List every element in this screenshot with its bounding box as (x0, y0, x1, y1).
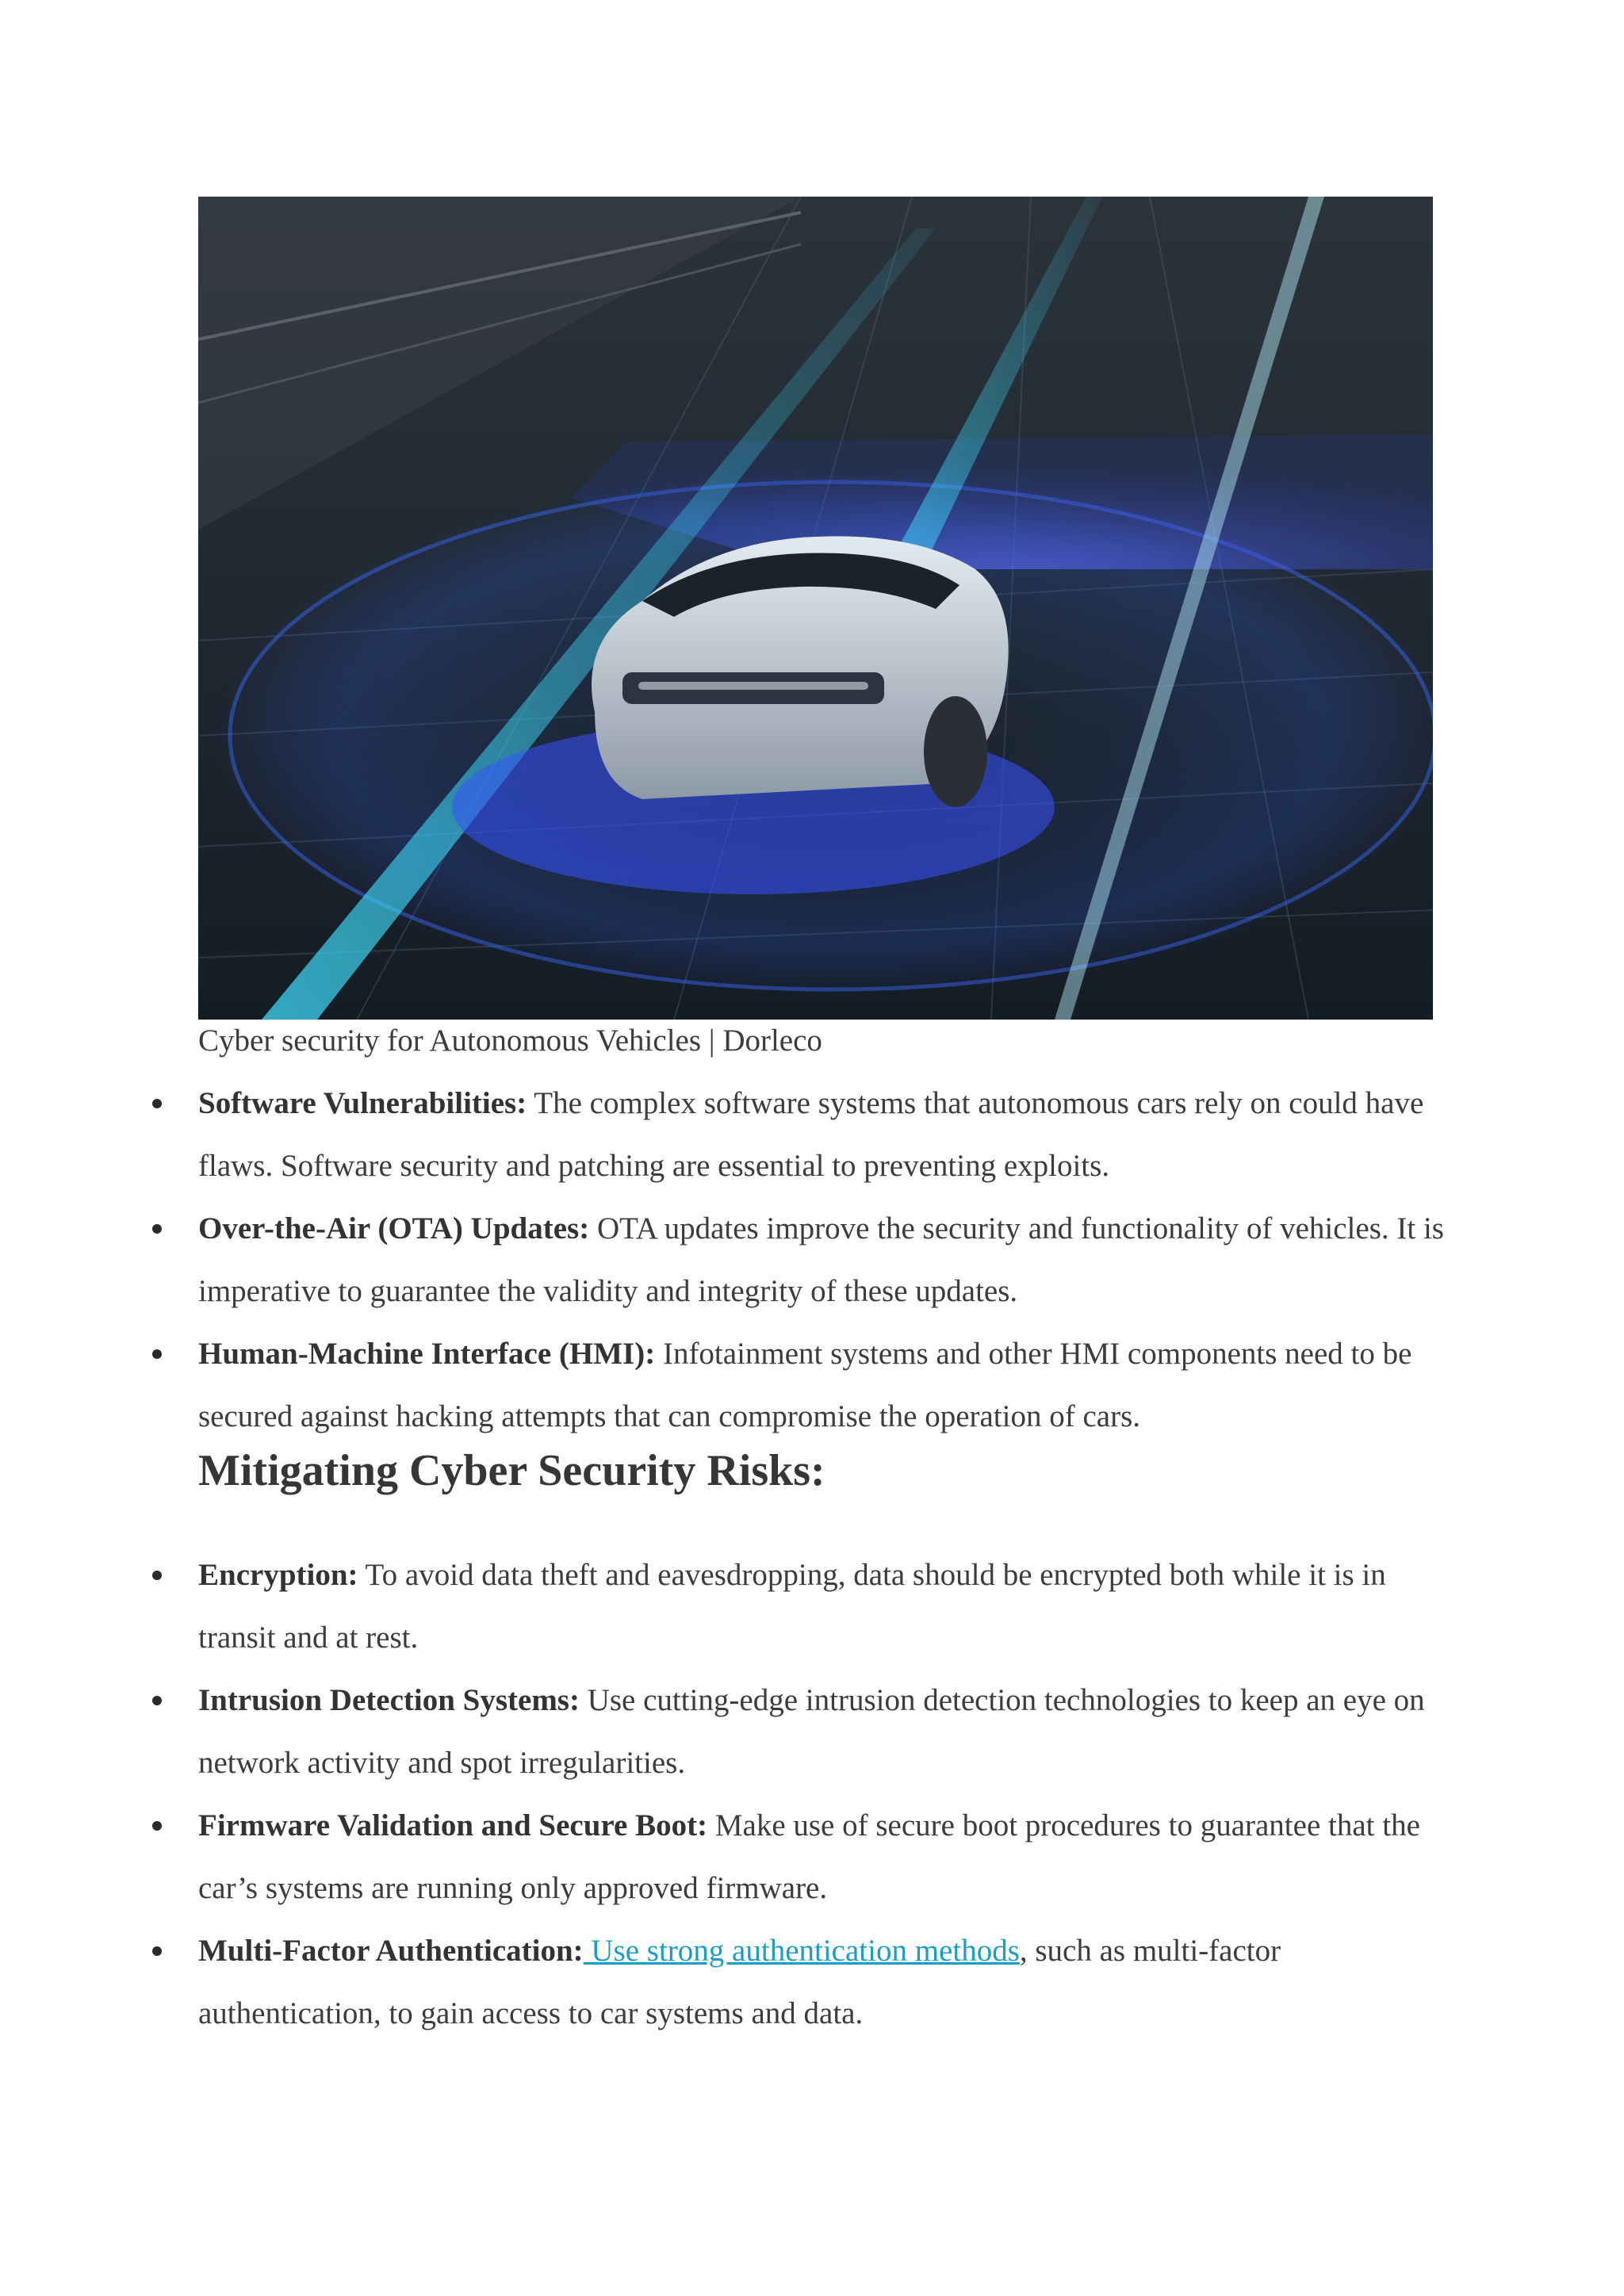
list-item-text: Make use of secure boot procedures to guarantee that the car’s systems are running only approved firmware. (198, 1808, 1420, 1905)
mitigation-list (198, 1544, 1467, 2045)
authentication-methods-link[interactable]: Use strong authentication methods (583, 1934, 1020, 1968)
list-item-term: Intrusion Detection Systems: (198, 1683, 580, 1717)
bullet-icon (152, 1946, 162, 1956)
bullet-icon (152, 1099, 162, 1108)
list-item (198, 1669, 1467, 1794)
list-item-text: The complex software systems that autonomous cars rely on could have flaws. Software security and patching are essential to preventing exploits. (198, 1086, 1424, 1183)
section-heading: Mitigating Cyber Security Risks: (198, 1446, 825, 1495)
list-item-text: Use cutting-edge intrusion detection technologies to keep an eye on network activity and spot irregularities. (198, 1683, 1425, 1780)
list-item (198, 1072, 1467, 1197)
bullet-icon (152, 1696, 162, 1705)
bullet-icon (152, 1224, 162, 1234)
list-item (198, 1794, 1467, 1919)
list-item-text: OTA updates improve the security and functionality of vehicles. It is imperative to guarantee the validity and integrity of these updates. (198, 1211, 1444, 1308)
list-item-term: Over-the-Air (OTA) Updates: (198, 1211, 590, 1246)
list-item-text: Infotainment systems and other HMI components need to be secured against hacking attempts that can compromise the operation of cars. (198, 1337, 1412, 1433)
list-item-text: , such as multi-factor authentication, to gain access to car systems and data. (198, 1934, 1281, 2030)
vulnerabilities-list (198, 1072, 1467, 1448)
list-item (198, 1197, 1467, 1322)
bullet-icon (152, 1349, 162, 1359)
bullet-icon (152, 1571, 162, 1580)
figure-caption: Cyber security for Autonomous Vehicles | Dorleco (198, 1024, 822, 1058)
list-item-term: Firmware Validation and Secure Boot: (198, 1808, 708, 1843)
autonomous-car-illustration (198, 197, 1433, 1020)
bullet-icon (152, 1821, 162, 1831)
list-item (198, 1544, 1467, 1669)
list-item-term: Software Vulnerabilities: (198, 1086, 527, 1120)
list-item-text: To avoid data theft and eavesdropping, data should be encrypted both while it is in transit and at rest. (198, 1558, 1386, 1655)
autonomous-car-image (198, 197, 1433, 1020)
list-item (198, 1322, 1467, 1448)
list-item-term: Human-Machine Interface (HMI): (198, 1337, 656, 1371)
list-item (198, 1919, 1467, 2045)
list-item-term: Encryption: (198, 1558, 358, 1592)
list-item-term: Multi-Factor Authentication: (198, 1934, 584, 1968)
